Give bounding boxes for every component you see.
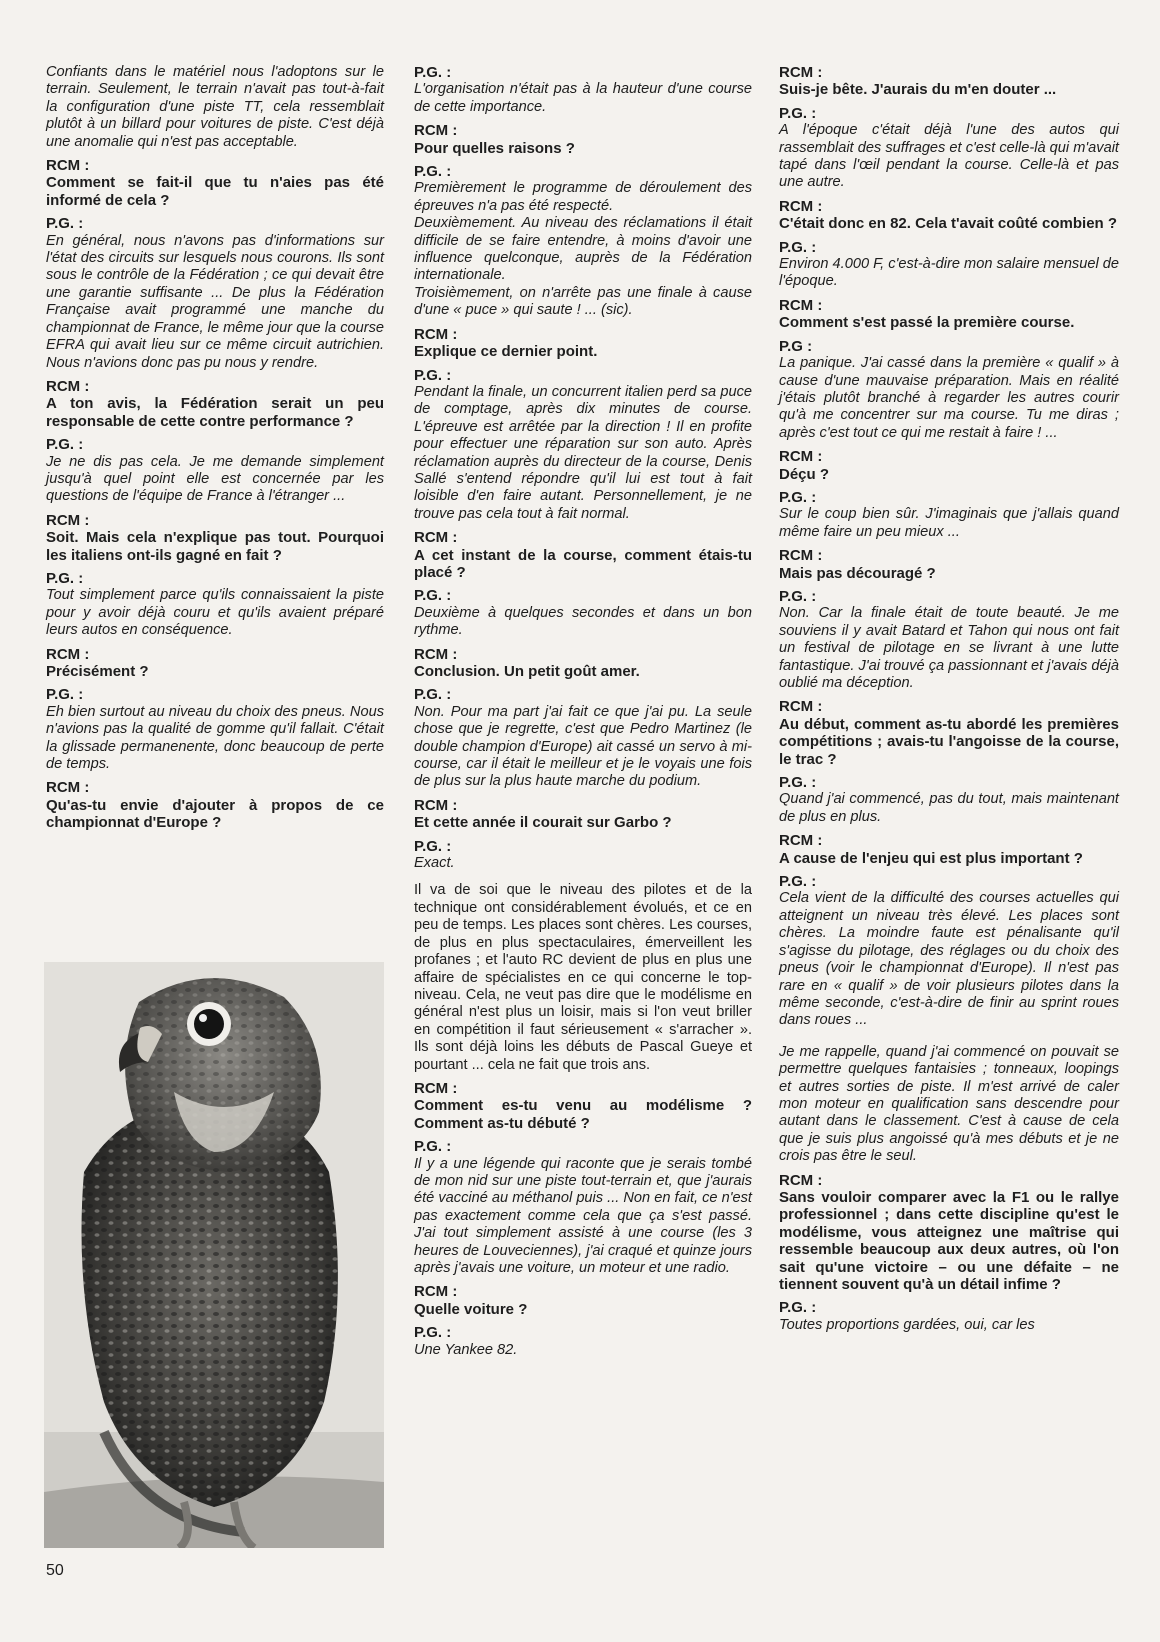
speaker-label: P.G. : [414,1138,452,1156]
kestrel-photo [44,962,384,1548]
question-text: Comment es-tu venu au modélisme ? Comment as-tu débuté ? [414,1097,752,1132]
answer-text: Troisièmement, on n'arrête pas une finale à cause d'une « puce » qui saute ! ... (sic). [414,284,752,319]
speaker-label: RCM : [46,511,90,529]
speaker-label: P.G. : [779,587,817,605]
speaker-label: P.G. : [779,873,817,891]
speaker-label: P.G. : [46,215,84,233]
speaker-label: P.G. : [46,436,84,454]
speaker-label: RCM : [46,779,90,797]
answer-text: Je me rappelle, quand j'ai commencé on pouvait se permettre quelques fantaisies ; tonneaux, loopings et autres sorties de piste. Il m'est arrivé de caler mon moteur en qualification sans descendre pour autant dans le classement. C'est à cause de cela que je suis plus angoissé qu'à mes débuts et je ne crois pas être le seul. [779,1043,1119,1165]
question-text: Comment se fait-il que tu n'aies pas été informé de cela ? [46,174,384,209]
speaker-label: RCM : [779,832,823,850]
speaker-label: P.G. : [779,238,817,256]
answer-text: Cela vient de la difficulté des courses actuelles qui atteignent un niveau très élevé. Les places sont chères. La moindre faute est pénalisante qu'il s'agisse du pilotage, des réglages ou du choix des pneus (voir le championnat d'Europe). Il n'est pas rare en « qualif » de voir plusieurs pilotes dans la même seconde, c'est-à-dire de finir au sprint roues dans roues ... [779,890,1119,1029]
text-column-1 [46,64,384,832]
answer-text: Deuxièmement. Au niveau des réclamations il était difficile de se faire entendre, à moins d'avoir une influence quelconque, auprès de la Fédération internationale. [414,215,752,284]
speaker-label: P.G. : [46,569,84,587]
speaker-label: RCM : [414,529,458,547]
speaker-label: RCM : [414,1079,458,1097]
answer-text: Exact. [414,855,455,872]
question-text: Suis-je bête. J'aurais du m'en douter ... [779,81,1057,99]
answer-text: Une Yankee 82. [414,1341,518,1358]
answer-text: Non. Car la finale était de toute beauté. Je me souviens il y avait Batard et Tahon qui nous ont fait un festival de pilotage en se livrant à une lutte fantastique. J'ai trouvé ça passionnant et j'avais déjà oublié ma déception. [779,605,1119,691]
speaker-label: RCM : [46,645,90,663]
question-text: Au début, comment as-tu abordé les premières compétitions ; avais-tu l'angoisse de la course, le trac ? [779,715,1119,768]
text-column-2 [414,64,752,1359]
answer-text: Non. Pour ma part j'ai fait ce que j'ai pu. La seule chose que je regrette, c'est que Pedro Martinez (le double champion d'Europe) ait cassé un servo à mi-course, car il était le meilleur et je le voyais une fois de plus sur la plus haute marche du podium. [414,703,752,790]
speaker-label: RCM : [779,64,823,81]
question-text: A cet instant de la course, comment étais-tu placé ? [414,546,752,581]
answer-text: Environ 4.000 F, c'est-à-dire mon salaire mensuel de l'époque. [779,256,1119,290]
speaker-label: P.G : [779,337,813,355]
speaker-label: P.G. : [779,488,817,506]
speaker-label: RCM : [414,796,458,814]
question-text: A cause de l'enjeu qui est plus important ? [779,849,1083,867]
speaker-label: P.G. : [779,1299,817,1317]
question-text: A ton avis, la Fédération serait un peu responsable de cette contre performance ? [46,395,384,430]
speaker-label: RCM : [414,122,458,140]
answer-text: L'organisation n'était pas à la hauteur d'une course de cette importance. [414,81,752,115]
speaker-label: RCM : [414,645,458,663]
answer-text: La panique. J'ai cassé dans la première « qualif » à cause d'une mauvaise préparation. Mais en réalité j'étais plutôt branché à regarder les autres courir qu'à me concentrer sur ma course. Tu me diras ; après c'est tout ce qui me restait à faire ! ... [779,355,1119,441]
speaker-label: RCM : [46,377,90,395]
speaker-label: RCM : [779,296,823,314]
question-text: Pour quelles raisons ? [414,139,575,157]
speaker-label: RCM : [779,547,823,565]
page-number: 50 [46,1562,64,1579]
paragraph-text: Il va de soi que le niveau des pilotes et de la technique ont considérablement évolués, et ce en peu de temps. Les places sont chères. Les courses, de plus en plus spectaculaires, émerveillent les profanes ; et l'auto RC devient de plus en plus une affaire de spécialistes en ce qui concerne le top-niveau. Cela, ne veut pas dire que le modélisme en général n'est plus un loisir, mais si l'on veut briller en compétition il faut sérieusement « s'arracher ». Ils sont déjà loins les débuts de Pascal Gueye et pourtant ... cela ne fait que trois ans. [414,882,752,1073]
speaker-label: P.G. : [414,587,452,605]
answer-text: Je ne dis pas cela. Je me demande simplement jusqu'à quel point elle est concernée par les questions de l'équipe de France à l'étranger ... [46,453,384,505]
answer-text: Premièrement le programme de déroulement des épreuves n'a pas été respecté. [414,180,752,214]
speaker-label: RCM : [779,698,823,716]
answer-text: Confiants dans le matériel nous l'adoptons sur le terrain. Seulement, le terrain n'avait pas tout-à-fait la configuration d'une piste TT, cela ressemblait plutôt à un billard pour voitures de piste. C'est déjà une anomalie qui n'est pas acceptable. [46,64,384,150]
answer-text: Quand j'ai commencé, pas du tout, mais maintenant de plus en plus. [779,791,1119,825]
speaker-label: P.G. : [46,686,84,704]
question-text: Quelle voiture ? [414,1300,528,1318]
question-text: Qu'as-tu envie d'ajouter à propos de ce championnat d'Europe ? [46,796,384,832]
answer-text: Il y a une légende qui raconte que je serais tombé de mon nid sur une piste tout-terrain et, que j'aurais été vacciné au méthanol puis ... Non en fait, ce n'est pas exactement comme cela que ça s'est passé. J'ai tout simplement assisté à une course (les 3 heures de Louveciennes), j'ai craqué et quinze jours après j'avais une voiture, un moteur et une radio. [414,1155,752,1276]
answer-text: Pendant la finale, un concurrent italien perd sa puce de comptage, après dix minutes de course. L'épreuve est arrêtée par la direction ! Il en profite pour effectuer une réparation sur son auto. Après réclamation auprès du directeur de la course, Denis Sallé s'entend répondre qu'il lui est tout à fait loisible d'en faire autant. Personnellement, je ne trouve pas cela tout à fait normal. [414,383,752,522]
speaker-label: P.G. : [779,774,817,792]
answer-text: Deuxième à quelques secondes et dans un bon rythme. [414,604,752,639]
answer-text: En général, nous n'avons pas d'informations sur l'état des circuits sur lesquels nous courons. Ils sont sous le contrôle de la Fédération ; ce qui devait être une garantie suffisante ... De plus la Fédération Française avait programmé une manche du championnat de France, le même jour que la course EFRA qui avait lieu sur ce même circuit autrichien. Nous n'avions donc pas pu nous y rendre. [46,232,384,371]
speaker-label: RCM : [779,1171,823,1189]
answer-text: Eh bien surtout au niveau du choix des pneus. Nous n'avions pas la qualité de gomme qu'il fallait. C'était la glissade permanenente, donc beaucoup de perte de temps. [46,703,384,773]
question-text: Sans vouloir comparer avec la F1 ou le rallye professionnel ; dans cette discipline qu'est le modélisme, vous atteignez une maîtrise qui ressemble beaucoup aux deux autres, où l'on sait qu'une victoire – ou une défaite – ne tiennent souvent qu'à un détail infime ? [779,1188,1119,1293]
speaker-label: P.G. : [414,163,452,181]
speaker-label: RCM : [779,448,823,466]
speaker-label: RCM : [414,1283,458,1301]
speaker-label: RCM : [414,325,458,343]
speaker-label: RCM : [46,157,90,175]
question-text: Et cette année il courait sur Garbo ? [414,814,672,832]
speaker-label: P.G. : [414,686,452,704]
text-column-3 [779,64,1119,1334]
speaker-label: P.G. : [414,837,452,855]
bird-illustration [44,962,384,1548]
answer-text: Sur le coup bien sûr. J'imaginais que j'allais quand même faire un peu mieux ... [779,506,1119,540]
question-text: Conclusion. Un petit goût amer. [414,663,640,680]
answer-text: Toutes proportions gardées, oui, car les [779,1316,1035,1333]
speaker-label: P.G. : [779,104,817,122]
question-text: C'était donc en 82. Cela t'avait coûté combien ? [779,215,1118,233]
question-text: Comment s'est passé la première course. [779,314,1075,332]
answer-text: A l'époque c'était déjà l'une des autos qui rassemblait des suffrages et c'est celle-là qui m'avait tapé dans l'œil pendant la course. Celle-là et pas une autre. [779,122,1119,191]
speaker-label: P.G. : [414,366,452,384]
question-text: Déçu ? [779,465,830,483]
speaker-label: RCM : [779,197,823,215]
question-text: Mais pas découragé ? [779,564,936,582]
question-text: Précisément ? [46,663,149,680]
question-text: Soit. Mais cela n'explique pas tout. Pourquoi les italiens ont-ils gagné en fait ? [46,529,384,564]
answer-text: Tout simplement parce qu'ils connaissaient la piste pour y avoir déjà couru et qu'ils avaient préparé leurs autos en conséquence. [46,587,384,639]
question-text: Explique ce dernier point. [414,343,598,361]
speaker-label: P.G. : [414,64,452,81]
speaker-label: P.G. : [414,1324,452,1342]
